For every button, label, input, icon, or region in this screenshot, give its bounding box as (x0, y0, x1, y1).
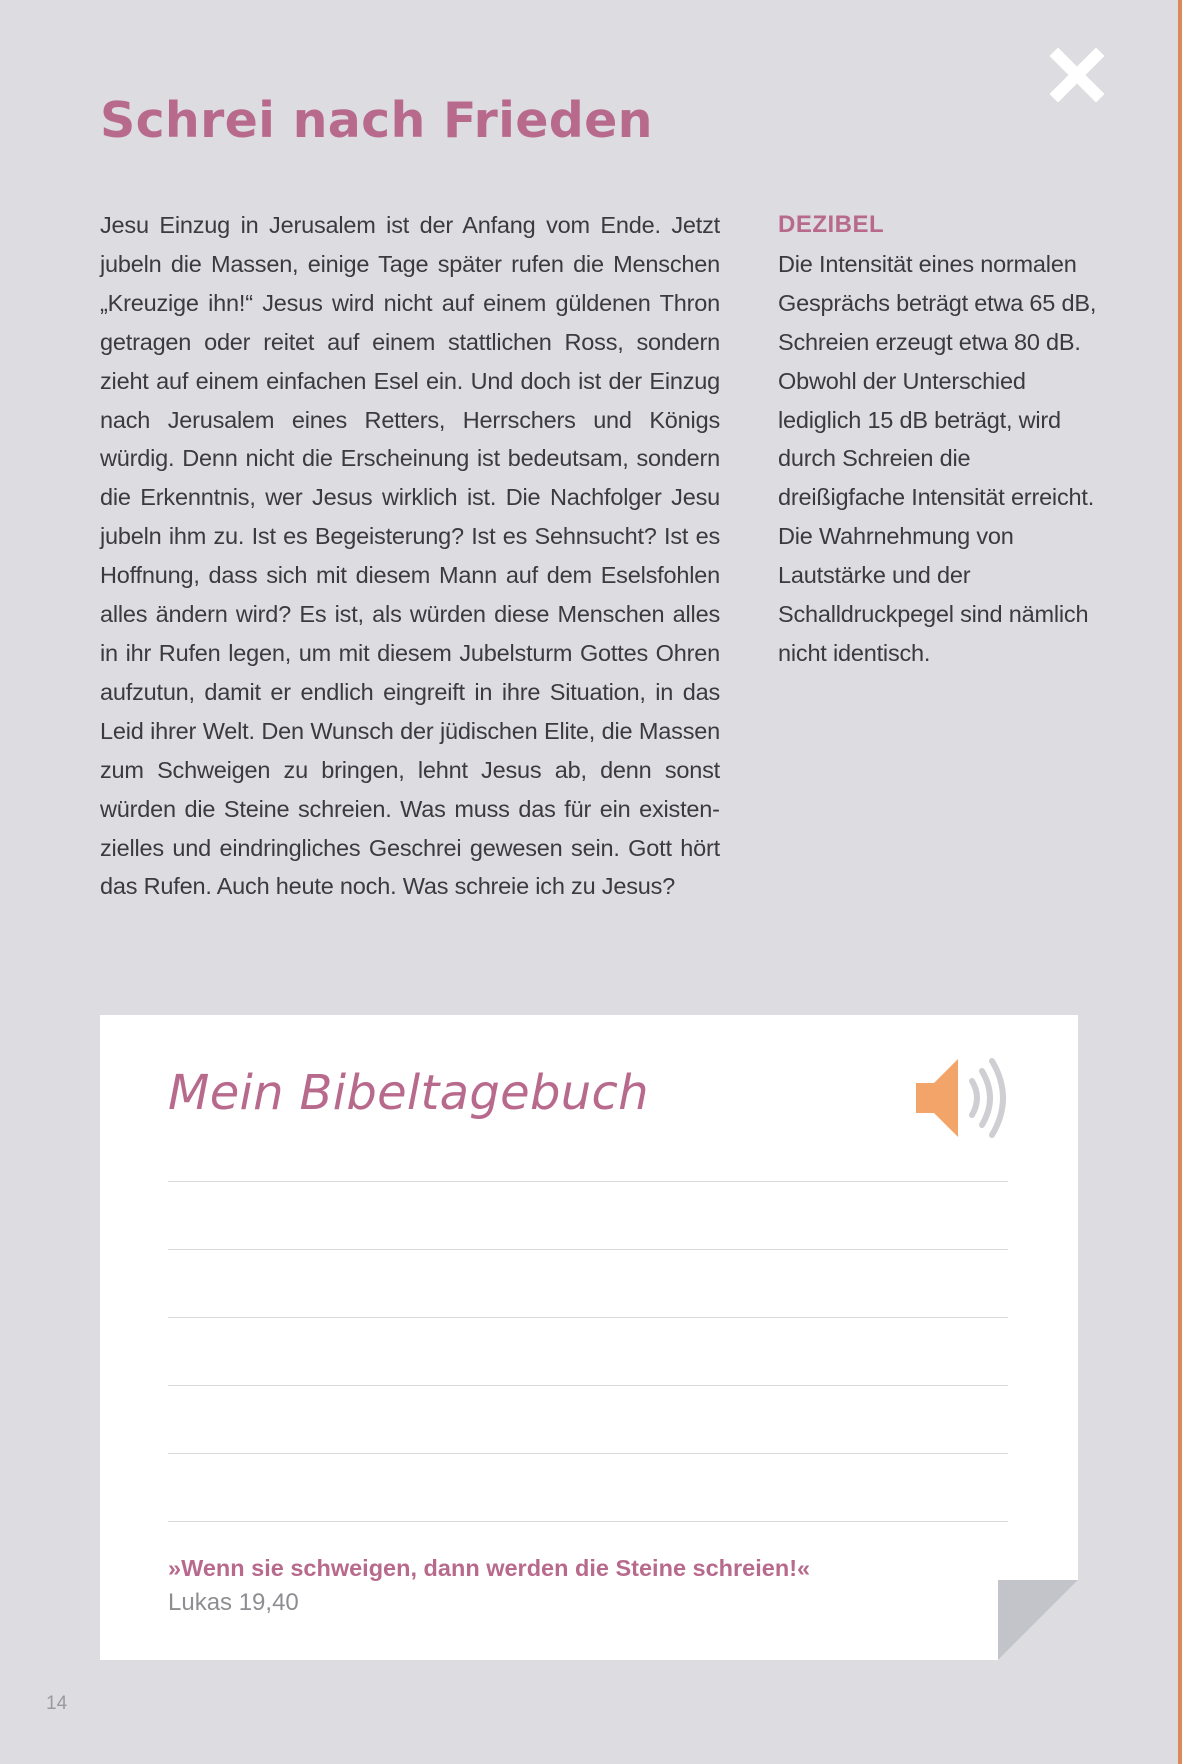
page-curl-corner (998, 1580, 1078, 1660)
speaker-icon[interactable] (916, 1055, 1012, 1141)
journal-writing-line[interactable] (168, 1385, 1008, 1386)
page-edge-stripe (1178, 0, 1182, 1764)
sidebar-text: Die Intensität eines normalen Gesprächs beträgt etwa 65 dB, Schreien erzeugt etwa 80 dB. Obwohl der Unterschied lediglich 15 dB beträgt, wird durch Schreien die dreißigfache Intensität erreicht. Die Wahrnehmung von Lautstärke und der Schalldruckpegel sind nämlich nicht identisch. (778, 250, 1097, 666)
journal-title: Mein Bibeltagebuch (168, 1065, 649, 1121)
bible-reference: Lukas 19,40 (168, 1589, 299, 1616)
journal-writing-line[interactable] (168, 1317, 1008, 1318)
journal-card (100, 1015, 1078, 1660)
journal-writing-line[interactable] (168, 1249, 1008, 1250)
sidebar-title: DEZIBEL (778, 211, 885, 238)
close-icon[interactable] (1050, 48, 1104, 102)
journal-writing-line[interactable] (168, 1453, 1008, 1454)
page-title: Schrei nach Frieden (100, 92, 653, 149)
journal-writing-line[interactable] (168, 1181, 1008, 1182)
page-number: 14 (46, 1693, 68, 1714)
bible-quote: »Wenn sie schweigen, dann werden die Steine schreien!« (168, 1555, 811, 1581)
journal-writing-line[interactable] (168, 1521, 1008, 1522)
body-text: Jesu Einzug in Jerusalem ist der Anfang vom Ende. Jetzt jubeln die Massen, einige Tage später rufen die Menschen „Kreuzige ihn!“ Jesus wird nicht auf einem güldenen Thron getragen oder reitet auf einem stattlichen Ross, sondern zieht auf einem einfachen Esel ein. Und doch ist der Einzug nach Jerusalem eines Retters, Herrschers und Königs würdig. Denn nicht die Erscheinung ist bedeutsam, sondern die Erkenntnis, wer Jesus wirklich ist. Die Nachfolger Jesu jubeln ihm zu. Ist es Begeisterung? Ist es Sehnsucht? Ist es Hoffnung, dass sich mit diesem Mann auf dem Eselsfohlen alles ändern wird? Es ist, als würden diese Menschen alles in ihr Rufen legen, um mit diesem Jubelsturm Gottes Ohren aufzutun, damit er endlich eingreift in ihre Situation, in das Leid ihrer Welt. Den Wunsch der jüdischen Elite, die Massen zum Schweigen zu bringen, lehnt Jesus ab, denn sonst würden die Steine schreien. Was muss das für ein existenzielles und eindringliches Geschrei gewesen sein. Gott hört das Rufen. Auch heute noch. Was schreie ich zu Jesus? (100, 212, 720, 900)
sidebar-info (778, 206, 1098, 673)
